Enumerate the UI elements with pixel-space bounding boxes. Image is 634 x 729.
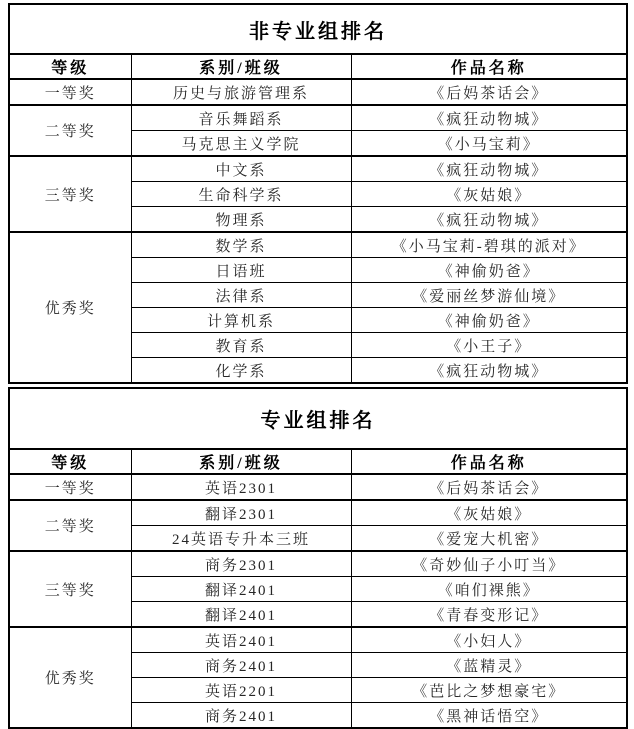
dept-cell: 计算机系 <box>131 308 351 333</box>
table-row <box>9 474 627 500</box>
col-header-dept: 系别/班级 <box>131 54 351 79</box>
dept-cell: 商务2401 <box>131 653 351 678</box>
work-cell: 《芭比之梦想豪宅》 <box>351 678 627 703</box>
award-cell: 优秀奖 <box>9 627 131 728</box>
work-cell: 《咱们裸熊》 <box>351 577 627 602</box>
dept-cell: 历史与旅游管理系 <box>131 79 351 105</box>
work-cell: 《疯狂动物城》 <box>351 207 627 233</box>
work-cell: 《黑神话悟空》 <box>351 703 627 729</box>
award-cell: 二等奖 <box>9 500 131 551</box>
dept-cell: 生命科学系 <box>131 182 351 207</box>
col-header-dept: 系别/班级 <box>131 449 351 474</box>
table-row <box>9 232 627 258</box>
dept-cell: 商务2401 <box>131 703 351 729</box>
dept-cell: 法律系 <box>131 283 351 308</box>
table-title-row <box>9 4 627 54</box>
work-cell: 《后妈茶话会》 <box>351 474 627 500</box>
work-cell: 《疯狂动物城》 <box>351 105 627 131</box>
work-cell: 《小王子》 <box>351 333 627 358</box>
work-cell: 《灰姑娘》 <box>351 500 627 526</box>
work-cell: 《疯狂动物城》 <box>351 358 627 384</box>
dept-cell: 中文系 <box>131 156 351 182</box>
table-title: 专业组排名 <box>9 388 627 449</box>
dept-cell: 英语2401 <box>131 627 351 653</box>
work-cell: 《疯狂动物城》 <box>351 156 627 182</box>
dept-cell: 音乐舞蹈系 <box>131 105 351 131</box>
dept-cell: 教育系 <box>131 333 351 358</box>
col-header-award: 等级 <box>9 54 131 79</box>
award-cell: 二等奖 <box>9 105 131 156</box>
work-cell: 《灰姑娘》 <box>351 182 627 207</box>
work-cell: 《蓝精灵》 <box>351 653 627 678</box>
table-row <box>9 500 627 526</box>
dept-cell: 物理系 <box>131 207 351 233</box>
table-row <box>9 551 627 577</box>
work-cell: 《神偷奶爸》 <box>351 308 627 333</box>
dept-cell: 化学系 <box>131 358 351 384</box>
dept-cell: 英语2201 <box>131 678 351 703</box>
col-header-work: 作品名称 <box>351 449 627 474</box>
col-header-work: 作品名称 <box>351 54 627 79</box>
dept-cell: 商务2301 <box>131 551 351 577</box>
work-cell: 《后妈茶话会》 <box>351 79 627 105</box>
award-cell: 一等奖 <box>9 79 131 105</box>
dept-cell: 数学系 <box>131 232 351 258</box>
professional-group-table <box>8 387 628 729</box>
work-cell: 《青春变形记》 <box>351 602 627 628</box>
award-cell: 三等奖 <box>9 551 131 627</box>
table-title: 非专业组排名 <box>9 4 627 54</box>
award-cell: 优秀奖 <box>9 232 131 383</box>
non-professional-group-table <box>8 3 628 384</box>
work-cell: 《小马宝莉-碧琪的派对》 <box>351 232 627 258</box>
table-header-row <box>9 449 627 474</box>
dept-cell: 翻译2401 <box>131 602 351 628</box>
work-cell: 《爱丽丝梦游仙境》 <box>351 283 627 308</box>
table-row <box>9 627 627 653</box>
dept-cell: 翻译2401 <box>131 577 351 602</box>
dept-cell: 日语班 <box>131 258 351 283</box>
work-cell: 《小马宝莉》 <box>351 131 627 157</box>
award-cell: 一等奖 <box>9 474 131 500</box>
table-title-row <box>9 388 627 449</box>
work-cell: 《奇妙仙子小叮当》 <box>351 551 627 577</box>
dept-cell: 马克思主义学院 <box>131 131 351 157</box>
work-cell: 《爱宠大机密》 <box>351 526 627 552</box>
work-cell: 《神偷奶爸》 <box>351 258 627 283</box>
dept-cell: 翻译2301 <box>131 500 351 526</box>
dept-cell: 英语2301 <box>131 474 351 500</box>
work-cell: 《小妇人》 <box>351 627 627 653</box>
award-cell: 三等奖 <box>9 156 131 232</box>
dept-cell: 24英语专升本三班 <box>131 526 351 552</box>
table-row <box>9 156 627 182</box>
col-header-award: 等级 <box>9 449 131 474</box>
table-row <box>9 105 627 131</box>
table-row <box>9 79 627 105</box>
table-header-row <box>9 54 627 79</box>
